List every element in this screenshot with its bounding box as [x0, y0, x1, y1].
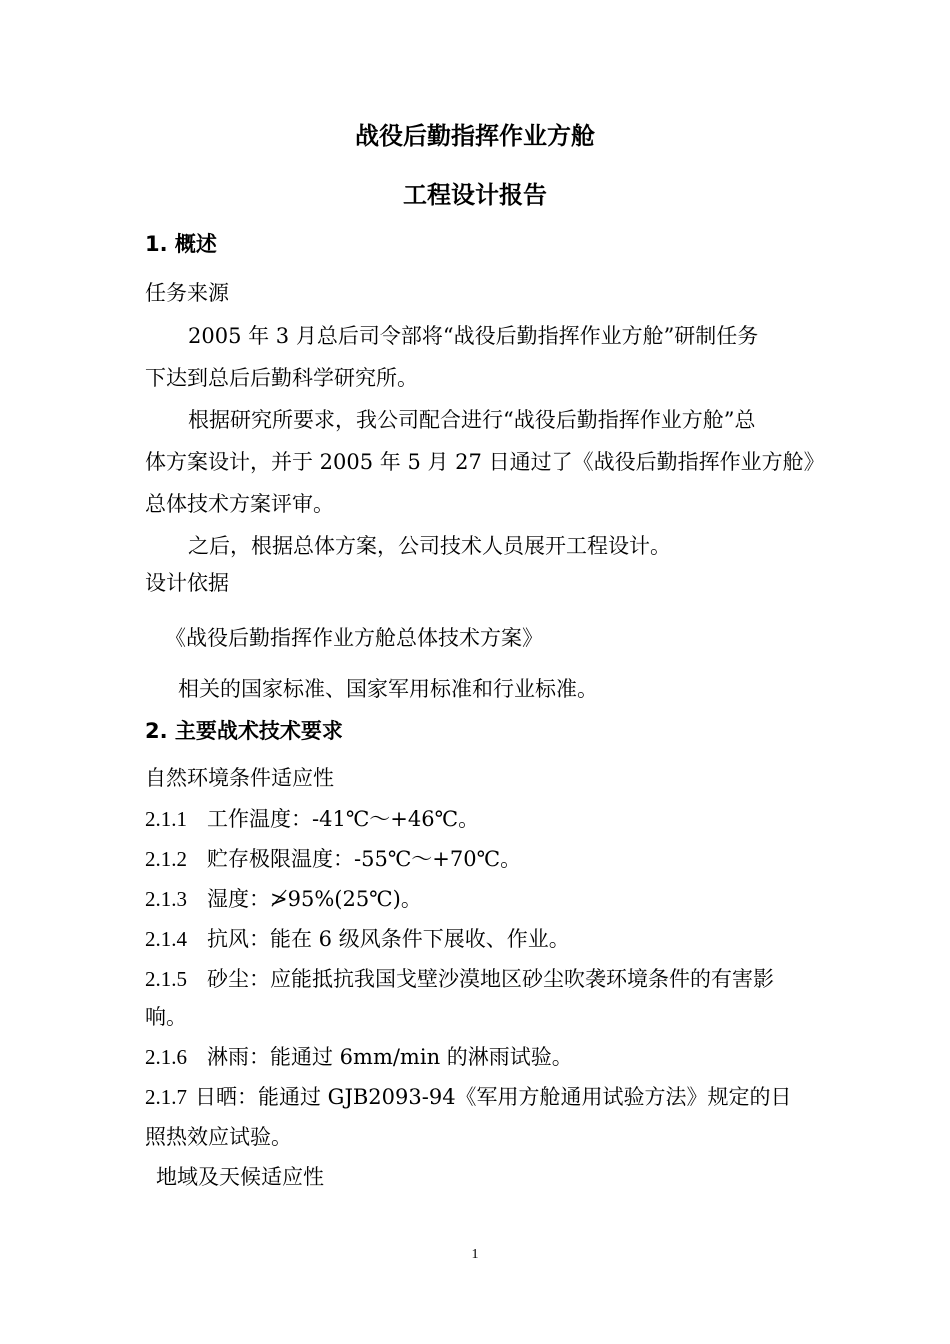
- requirement-text: 砂尘：应能抵抗我国戈壁沙漠地区砂尘吹袭环境条件的有害影: [207, 967, 774, 991]
- design-basis-label: 设计依据: [145, 571, 229, 595]
- requirement-2-1-2: [145, 845, 521, 873]
- design-basis-item-1: 《战役后勤指挥作业方舱总体技术方案》: [165, 626, 543, 650]
- region-climate-label: 地域及天候适应性: [156, 1165, 324, 1189]
- section-1-heading: 1. 概述: [145, 232, 217, 256]
- page-number: 1: [471, 1247, 479, 1262]
- requirement-number: 2.1.1: [145, 807, 187, 831]
- requirement-number: 2.1.5: [145, 967, 187, 991]
- paragraph-2-line-1: 根据研究所要求，我公司配合进行“战役后勤指挥作业方舱”总: [188, 408, 756, 432]
- requirement-2-1-5-continuation: 响。: [145, 1005, 187, 1029]
- requirement-number: 2.1.6: [145, 1045, 187, 1069]
- requirement-2-1-3: [145, 885, 422, 913]
- requirement-2-1-6: [145, 1043, 573, 1071]
- document-title-line2: 工程设计报告: [403, 181, 547, 209]
- requirement-text: 贮存极限温度：-55℃～+70℃。: [207, 847, 522, 871]
- document-title-line1: 战役后勤指挥作业方舱: [355, 122, 595, 150]
- section-2-heading: 2. 主要战术技术要求: [145, 719, 343, 743]
- paragraph-3: 之后，根据总体方案，公司技术人员展开工程设计。: [188, 534, 671, 558]
- requirement-text: 淋雨：能通过 6mm/min 的淋雨试验。: [207, 1045, 573, 1069]
- requirement-2-1-1: [145, 805, 479, 833]
- design-basis-item-2: 相关的国家标准、国家军用标准和行业标准。: [178, 677, 598, 701]
- requirement-number: 2.1.4: [145, 927, 187, 951]
- paragraph-2-line-3: 总体技术方案评审。: [145, 492, 334, 516]
- requirement-2-1-4: [145, 925, 570, 953]
- requirement-2-1-5: [145, 965, 774, 993]
- requirement-number: 2.1.3: [145, 887, 187, 911]
- paragraph-1-line-2: 下达到总后后勤科学研究所。: [145, 366, 418, 390]
- requirement-text: 抗风：能在 6 级风条件下展收、作业。: [207, 927, 570, 951]
- requirement-2-1-7-continuation: 照热效应试验。: [145, 1125, 292, 1149]
- environment-label: 自然环境条件适应性: [145, 766, 334, 790]
- paragraph-1-line-1: 2005 年 3 月总后司令部将“战役后勤指挥作业方舱”研制任务: [188, 324, 759, 348]
- requirement-text: 湿度：≯95%(25℃)。: [207, 887, 422, 911]
- requirement-number: 2.1.7: [145, 1085, 187, 1109]
- requirement-2-1-7: [145, 1083, 792, 1111]
- paragraph-2-line-2: 体方案设计，并于 2005 年 5 月 27 日通过了《战役后勤指挥作业方舱》: [145, 450, 825, 474]
- requirement-number: 2.1.2: [145, 847, 187, 871]
- task-source-label: 任务来源: [145, 281, 229, 305]
- requirement-text: 日晒：能通过 GJB2093-94《军用方舱通用试验方法》规定的日: [195, 1085, 792, 1109]
- requirement-text: 工作温度：-41℃～+46℃。: [207, 807, 480, 831]
